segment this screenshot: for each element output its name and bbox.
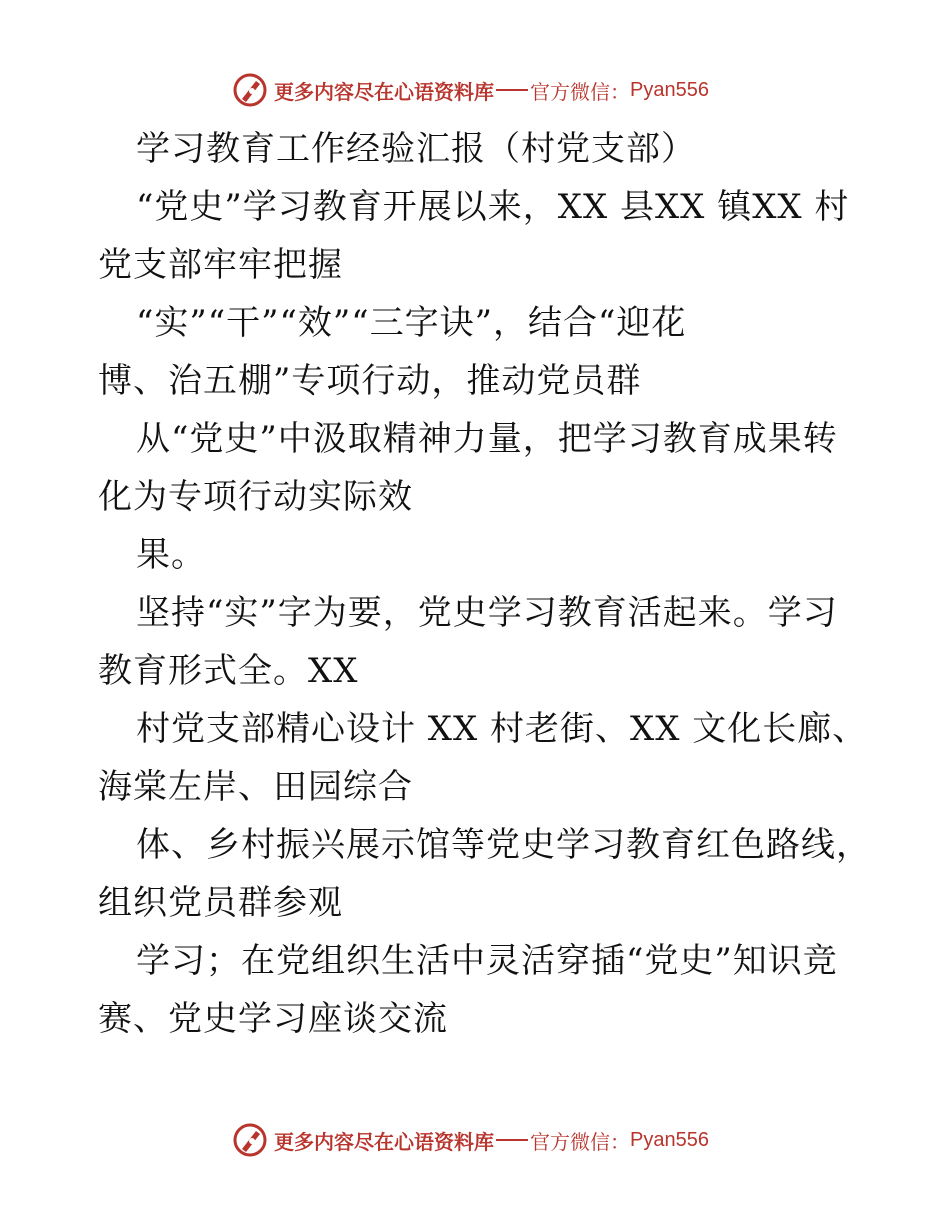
paragraph-line: 坚持“实”字为要，党史学习教育活起来。学习: [136, 593, 838, 633]
watermark-wechat-id: Pyan556: [630, 1128, 709, 1151]
paragraph-line: 博、治五棚”专项行动，推动党员群: [98, 361, 642, 401]
watermark-dash: [496, 1139, 528, 1141]
paragraph-line: 从“党史”中汲取精神力量，把学习教育成果转: [136, 419, 838, 459]
watermark-suffix: 官方微信：: [530, 1129, 630, 1154]
paragraph-line: “实”“干”“效”“三字诀”，结合“迎花: [136, 303, 687, 343]
document-title: 学习教育工作经验汇报（村党支部）: [136, 129, 696, 169]
paragraph-line: “党史”学习教育开展以来，XX 县XX 镇XX 村: [136, 187, 850, 227]
paragraph-line: 村党支部精心设计 XX 村老街、XX 文化长廊、: [136, 709, 868, 749]
paragraph-line: 赛、党史学习座谈交流: [98, 999, 448, 1039]
watermark-suffix: 官方微信：: [530, 79, 630, 104]
paragraph-line: 学习；在党组织生活中灵活穿插“党史”知识竞: [136, 941, 838, 981]
document-body: [98, 120, 871, 1048]
watermark-text: 更多内容尽在心语资料库: [274, 1129, 494, 1154]
paragraph-line: 党支部牢牢把握: [98, 245, 343, 285]
watermark-text: 更多内容尽在心语资料库: [274, 79, 494, 104]
paragraph-line: 果。: [136, 535, 206, 575]
watermark-wechat-id: Pyan556: [630, 78, 709, 101]
paragraph-line: 组织党员群参观: [98, 883, 343, 923]
watermark-header: [232, 70, 709, 110]
watermark-dash: [496, 89, 528, 91]
pen-logo-icon: [232, 1122, 268, 1158]
watermark-footer: [232, 1120, 709, 1160]
pen-logo-icon: [232, 72, 268, 108]
paragraph-line: 海棠左岸、田园综合: [98, 767, 413, 807]
paragraph-line: 体、乡村振兴展示馆等党史学习教育红色路线，: [136, 825, 871, 865]
paragraph-line: 化为专项行动实际效: [98, 477, 413, 517]
paragraph-line: 教育形式全。XX: [98, 651, 359, 691]
